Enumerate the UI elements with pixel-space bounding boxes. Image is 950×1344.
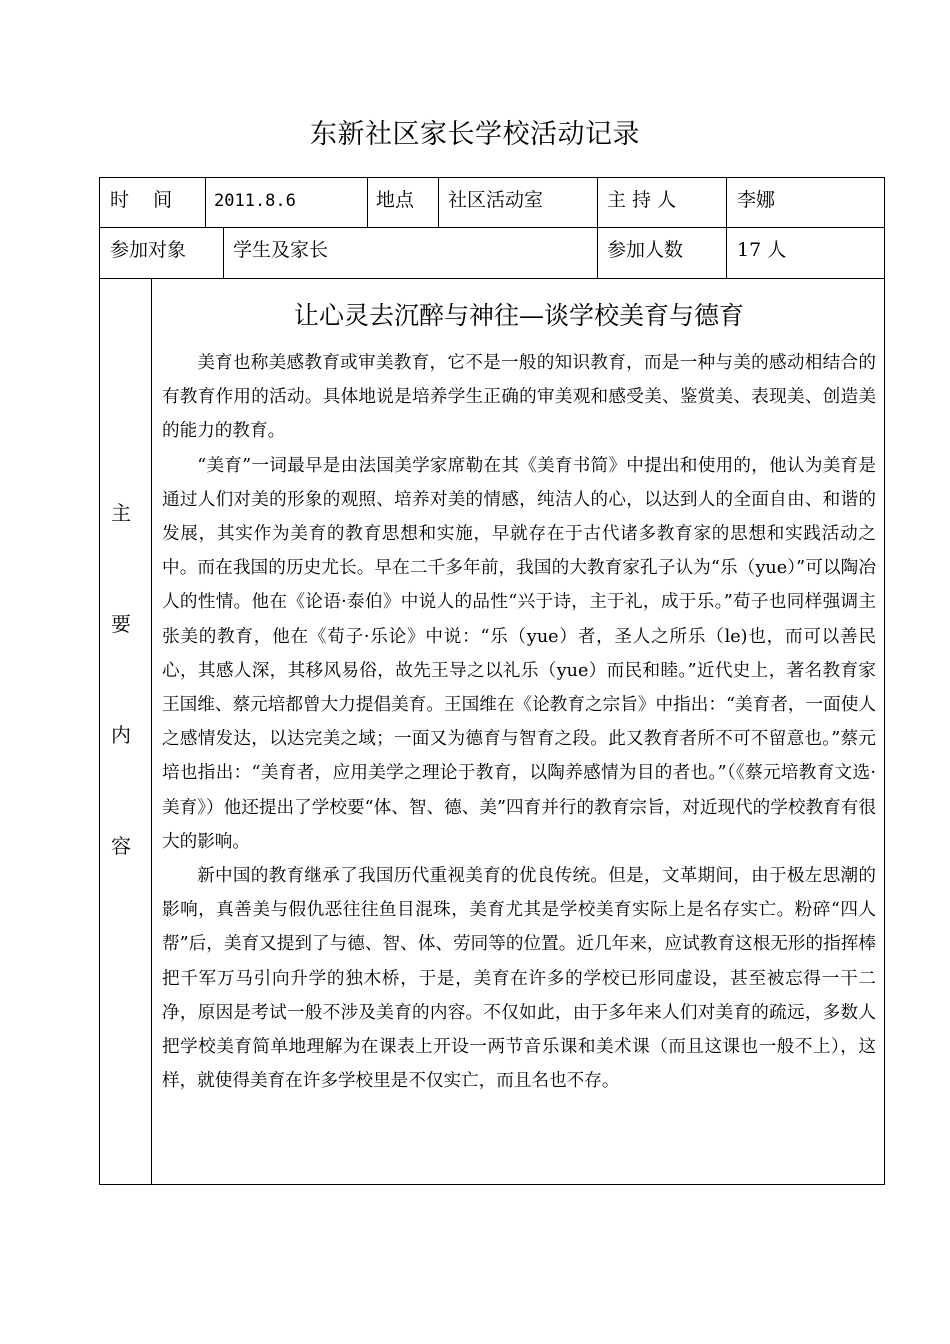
page-title: 东新社区家长学校活动记录 xyxy=(310,119,640,150)
content-label-char: 容 xyxy=(111,834,131,858)
essay-paragraph: “美育”一词最早是由法国美学家席勒在其《美育书简》中提出和使用的，他认为美育是通过人们对美的形象的观照、培养对美的情感，纯洁人的心，以达到人的全面自由、和谐的发展，其实作为美育的教育思想和实施，早就存在于古代诸多教育家的思想和实践活动之中。而在我国的历史尤长。早在二千多年前，我国的大教育家孔子认为“乐（yue）”可以陶冶人的性情。他在《论语·泰伯》中说人的品性“兴于诗，主于礼，成于乐。”荀子也同样强调主张美的教育，他在《荀子·乐论》中说：“乐（yue）者，圣人之所乐（le)也，而可以善民心，其感人深，其移风易俗，故先王导之以礼乐（yue）而民和睦。”近代史上，著名教育家王国维、蔡元培都曾大力提倡美育。王国维在《论教育之宗旨》中指出：“美育者，一面使人之感情发达，以达完美之域；一面又为德育与智育之段。此又教育者所不可不留意也。”蔡元培也指出：“美育者，应用美学之理论于教育，以陶养感情为目的者也。”（《蔡元培教育文选·美育》）他还提出了学校要“体、智、德、美”四育并行的教育宗旨，对近现代的学校教育有很大的影响。 xyxy=(162,455,876,852)
essay-title: 让心灵去沉醉与神往—谈学校美育与德育 xyxy=(293,301,744,330)
row-divider-1 xyxy=(99,227,885,228)
content-label-char: 主 xyxy=(111,501,131,525)
count-label: 参加人数 xyxy=(607,239,684,261)
place-label: 地点 xyxy=(376,189,415,211)
count-value: 17 人 xyxy=(737,239,787,261)
time-label: 时 间 xyxy=(110,189,173,211)
essay-paragraph: 美育也称美感教育或审美教育，它不是一般的知识教育，而是一种与美的感动相结合的有教育作用的活动。具体地说是培养学生正确的审美观和感受美、鉴赏美、表现美、创造美的能力的教育。 xyxy=(162,353,876,442)
essay-paragraph: 新中国的教育继承了我国历代重视美育的优良传统。但是，文革期间，由于极左思潮的影响，真善美与假仇恶往往鱼目混珠，美育尤其是学校美育实际上是名存实亡。粉碎“四人帮”后，美育又提到了与德、智、体、劳同等的位置。近几年来，应试教育这根无形的指挥棒把千军万马引向升学的独木桥，于是，美育在许多的学校已形同虚设，甚至被忘得一干二净，原因是考试一般不涉及美育的内容。不仅如此，由于多年来人们对美育的疏远，多数人把学校美育简单地理解为在课表上开设一两节音乐课和美术课（而且这课也一般不上），这样，就使得美育在许多学校里是不仅实亡，而且名也不存。 xyxy=(162,866,876,1092)
col-divider xyxy=(597,177,598,227)
col-divider xyxy=(597,227,598,278)
col-divider xyxy=(205,177,206,227)
host-value: 李娜 xyxy=(737,189,776,211)
time-value: 2011.8.6 xyxy=(214,191,296,211)
participants-label: 参加对象 xyxy=(110,239,187,261)
host-label: 主 持 人 xyxy=(607,189,677,211)
place-value: 社区活动室 xyxy=(448,189,544,211)
col-divider xyxy=(726,177,727,278)
content-label-char: 内 xyxy=(111,723,131,747)
col-divider xyxy=(367,177,368,227)
content-label-char: 要 xyxy=(111,612,131,636)
col-divider xyxy=(223,227,224,278)
essay-body xyxy=(162,346,876,1098)
row-divider-2 xyxy=(99,278,885,279)
col-divider xyxy=(438,177,439,227)
participants-value: 学生及家长 xyxy=(233,239,329,261)
content-divider xyxy=(151,278,152,1185)
